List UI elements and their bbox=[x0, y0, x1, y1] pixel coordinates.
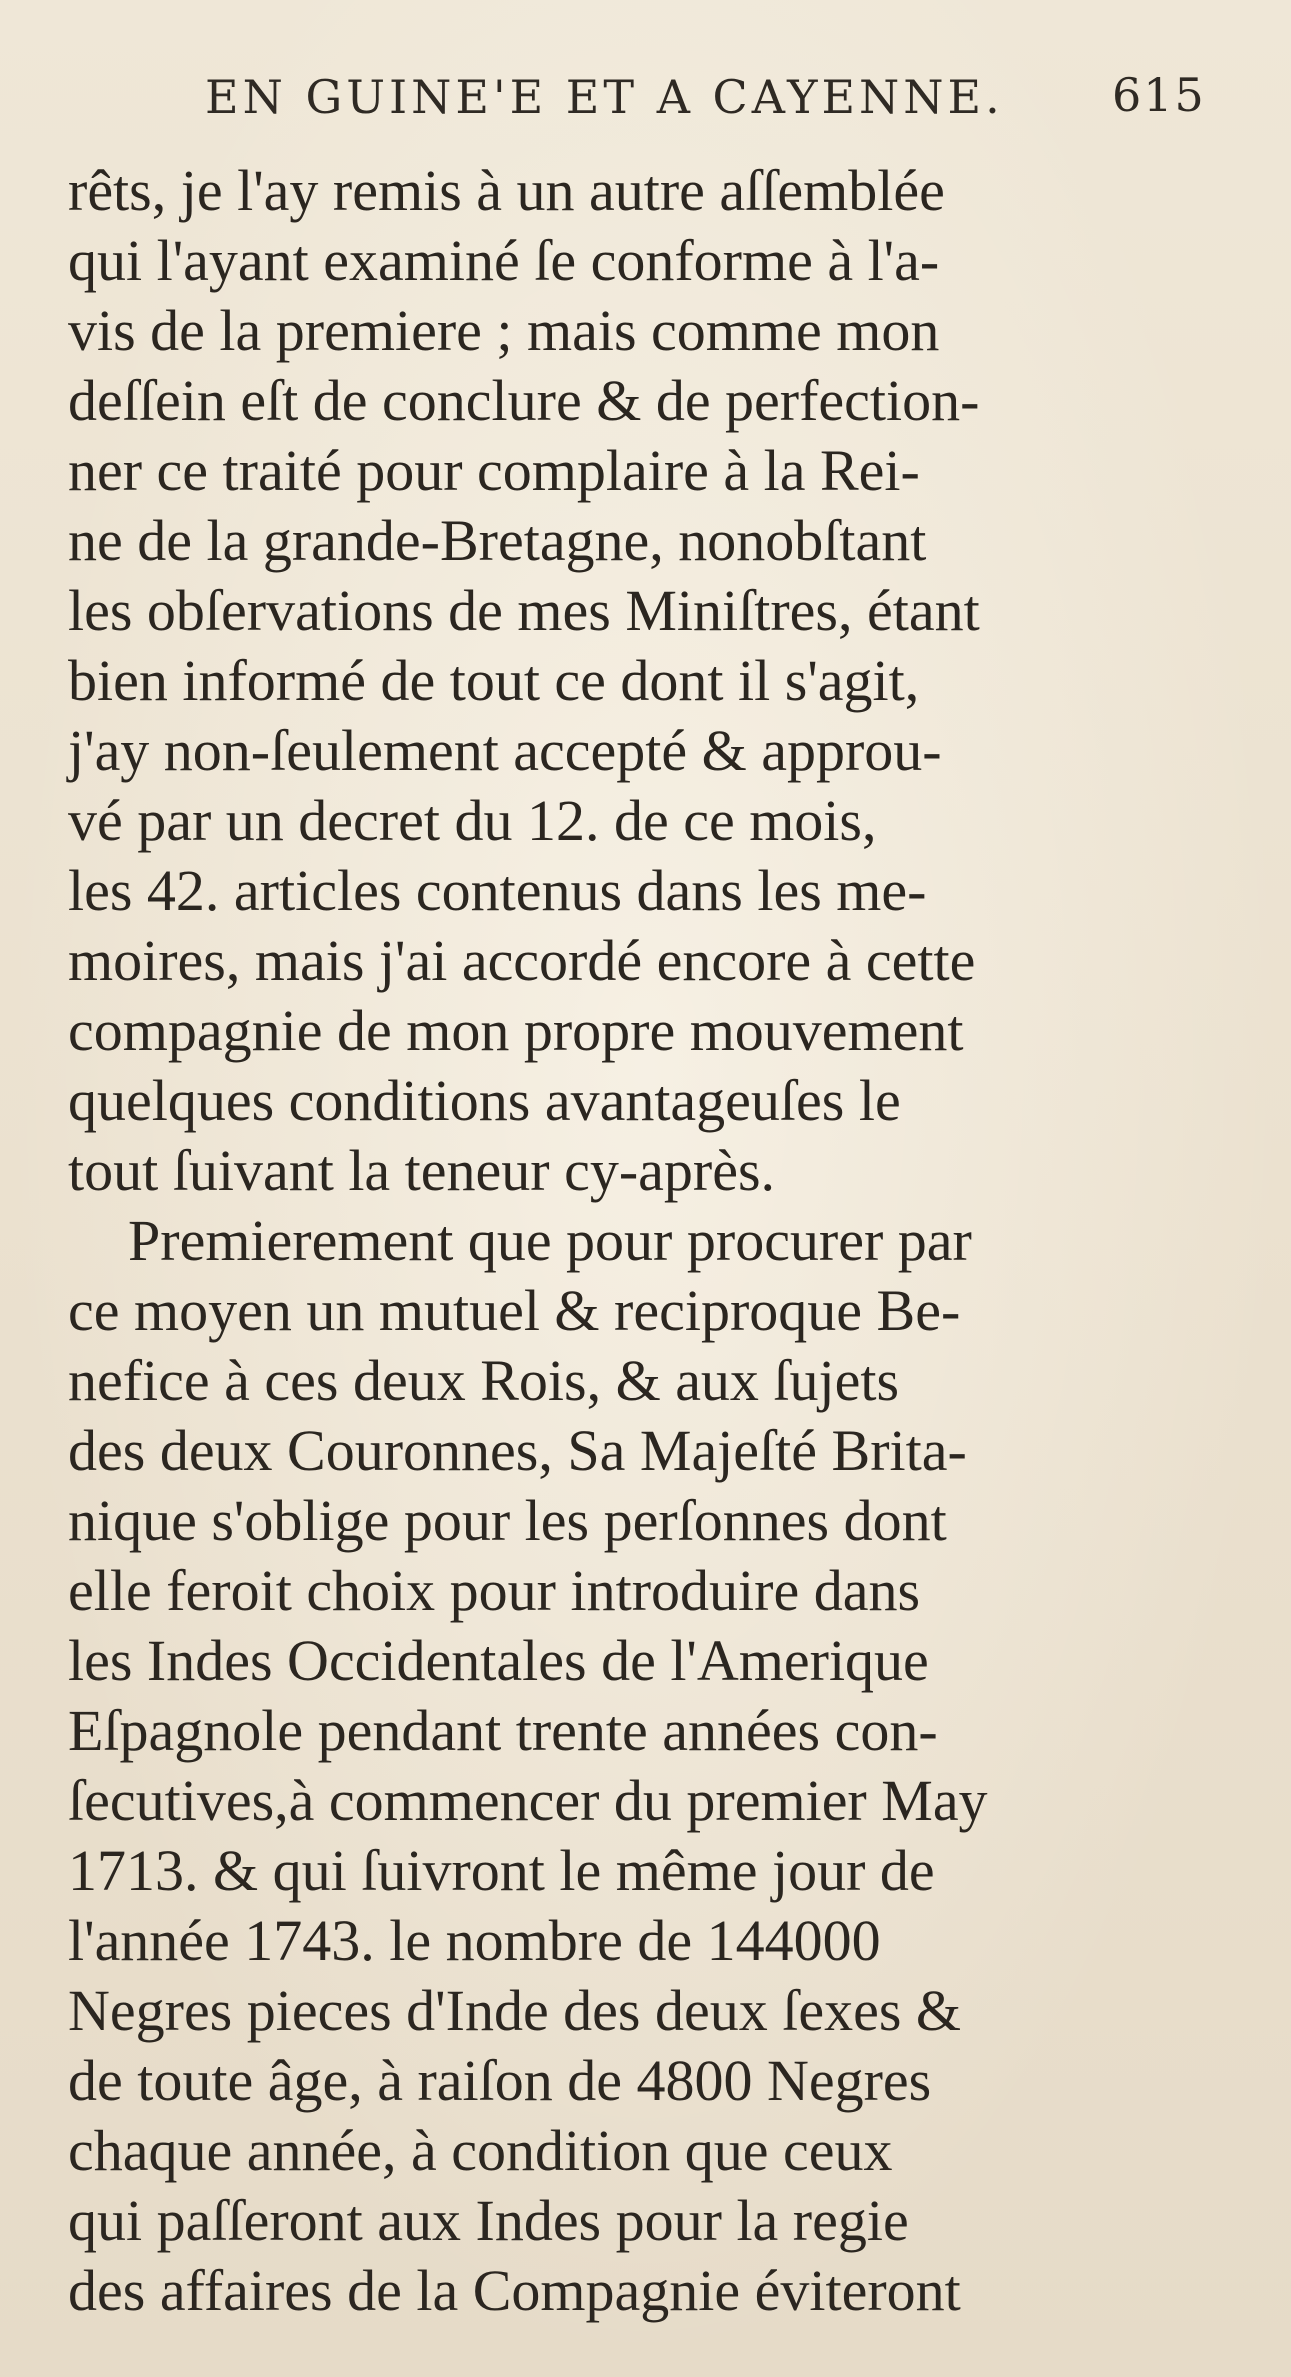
text-line: moires, mais j'ai accordé encore à cette bbox=[68, 928, 976, 993]
text-line: quelques conditions avantageuſes le bbox=[68, 1068, 901, 1133]
text-line: de toute âge, à raiſon de 4800 Negres bbox=[68, 2048, 932, 2113]
text-line: rêts, je l'ay remis à un autre aſſemblée bbox=[68, 158, 945, 223]
text-line: deſſein eſt de conclure & de perfection- bbox=[68, 368, 980, 433]
text-line: des deux Couronnes, Sa Majeſté Brita- bbox=[68, 1418, 967, 1483]
page-number: 615 bbox=[1112, 68, 1206, 122]
text-line: compagnie de mon propre mouvement bbox=[68, 998, 964, 1063]
text-line: ce moyen un mutuel & reciproque Be- bbox=[68, 1278, 961, 1343]
text-line: bien informé de tout ce dont il s'agit, bbox=[68, 648, 920, 713]
text-line: les Indes Occidentales de l'Amerique bbox=[68, 1628, 929, 1693]
text-line: j'ay non-ſeulement accepté & approu- bbox=[68, 718, 942, 783]
text-line: les 42. articles contenus dans les me- bbox=[68, 858, 927, 923]
running-head bbox=[0, 52, 1291, 142]
text-line: vis de la premiere ; mais comme mon bbox=[68, 298, 940, 363]
text-line: Eſpagnole pendant trente années con- bbox=[68, 1698, 938, 1763]
text-line: 1713. & qui ſuivront le même jour de bbox=[68, 1838, 935, 1903]
running-head-title: EN GUINE'E ET A CAYENNE. bbox=[205, 70, 1004, 124]
text-line: nefice à ces deux Rois, & aux ſujets bbox=[68, 1348, 900, 1413]
text-line: ner ce traité pour complaire à la Rei- bbox=[68, 438, 920, 503]
text-line: les obſervations de mes Miniſtres, étant bbox=[68, 578, 980, 643]
text-line: chaque année, à condition que ceux bbox=[68, 2118, 893, 2183]
text-line: tout ſuivant la teneur cy-après. bbox=[68, 1138, 776, 1203]
text-line: ſecutives,à commencer du premier May bbox=[68, 1768, 988, 1833]
text-line: qui paſſeront aux Indes pour la regie bbox=[68, 2188, 909, 2253]
text-line: ne de la grande-Bretagne, nonobſtant bbox=[68, 508, 927, 573]
text-line: nique s'oblige pour les perſonnes dont bbox=[68, 1488, 947, 1553]
paragraph-first-line: Premierement que pour procurer par bbox=[128, 1208, 972, 1273]
text-line: des affaires de la Compagnie éviteront bbox=[68, 2258, 961, 2323]
text-line: l'année 1743. le nombre de 144000 bbox=[68, 1908, 881, 1973]
text-line: qui l'ayant examiné ſe conforme à l'a- bbox=[68, 228, 940, 293]
text-line: elle feroit choix pour introduire dans bbox=[68, 1558, 921, 1623]
text-line: vé par un decret du 12. de ce mois, bbox=[68, 788, 877, 853]
text-line: Negres pieces d'Inde des deux ſexes & bbox=[68, 1978, 962, 2043]
